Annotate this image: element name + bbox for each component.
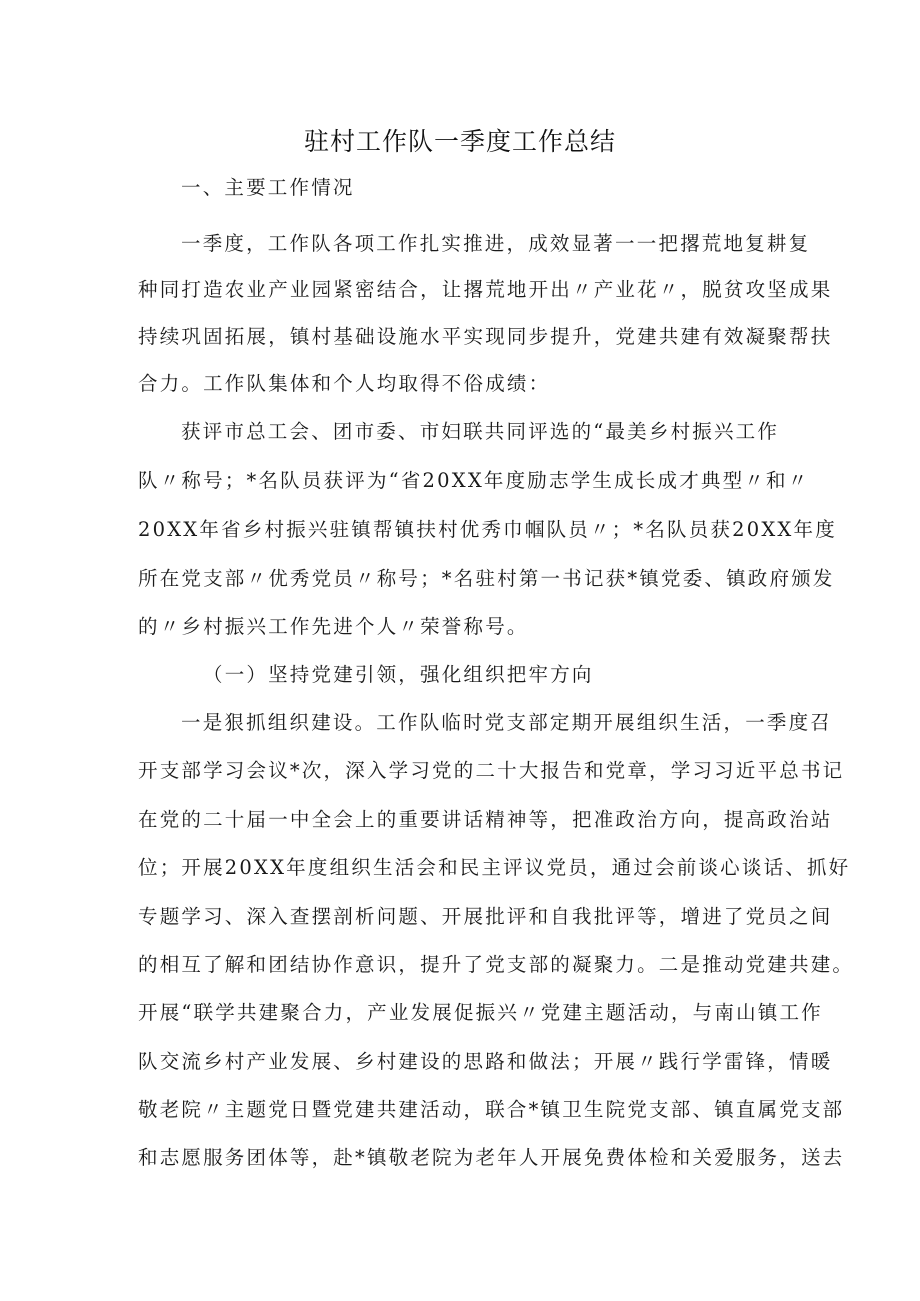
document-title: 驻村工作队一季度工作总结 <box>303 127 616 156</box>
paragraph-line: 种同打造农业产业园紧密结合，让撂荒地开出〃产业花〃，脱贫攻坚成果 <box>138 278 833 301</box>
subsection-heading: （一）坚持党建引领，强化组织把牢方向 <box>203 663 594 686</box>
paragraph-line: 专题学习、深入查摆剖析问题、开展批评和自我批评等，增进了党员之间 <box>138 905 833 928</box>
paragraph-line: 队〃称号；*名队员获评为“省20XX年度励志学生成长成才典型〃和〃 <box>138 469 810 492</box>
section-heading: 一、主要工作情况 <box>181 176 355 199</box>
paragraph-line: 获评市总工会、团市委、市妇联共同评选的“最美乡村振兴工作 <box>181 420 780 443</box>
paragraph-line: 一是狠抓组织建设。工作队临时党支部定期开展组织生活，一季度召 <box>181 711 833 734</box>
paragraph-line: 队交流乡村产业发展、乡村建设的思路和做法；开展〃践行学雷锋，情暖 <box>138 1050 833 1073</box>
paragraph-line: 位；开展20XX年度组织生活会和民主评议党员，通过会前谈心谈话、抓好 <box>138 856 851 879</box>
paragraph-line: 20XX年省乡村振兴驻镇帮镇扶村优秀巾帼队员〃；*名队员获20XX年度 <box>138 518 837 541</box>
paragraph-line: 的〃乡村振兴工作先进个人〃荣誉称号。 <box>138 615 529 638</box>
paragraph-line: 开展“联学共建聚合力，产业发展促振兴〃党建主题活动，与南山镇工作 <box>138 1001 823 1024</box>
paragraph-line: 的相互了解和团结协作意识，提升了党支部的凝聚力。二是推动党建共建。 <box>138 953 855 976</box>
paragraph-line: 和志愿服务团体等，赴*镇敬老院为老年人开展免费体检和关爱服务，送去 <box>138 1146 845 1169</box>
paragraph-line: 所在党支部〃优秀党员〃称号；*名驻村第一书记获*镇党委、镇政府颁发 <box>138 567 835 590</box>
paragraph-line: 敬老院〃主题党日暨党建共建活动，联合*镇卫生院党支部、镇直属党支部 <box>138 1098 845 1121</box>
paragraph-line: 持续巩固拓展，镇村基础设施水平实现同步提升，党建共建有效凝聚帮扶 <box>138 325 833 348</box>
paragraph-line: 一季度，工作队各项工作扎实推进，成效显著一一把撂荒地复耕复 <box>181 232 811 255</box>
paragraph-line: 合力。工作队集体和个人均取得不俗成绩： <box>138 372 551 395</box>
paragraph-line: 在党的二十届一中全会上的重要讲话精神等，把准政治方向，提高政治站 <box>138 808 833 831</box>
paragraph-line: 开支部学习会议*次，深入学习党的二十大报告和党章，学习习近平总书记 <box>138 759 845 782</box>
